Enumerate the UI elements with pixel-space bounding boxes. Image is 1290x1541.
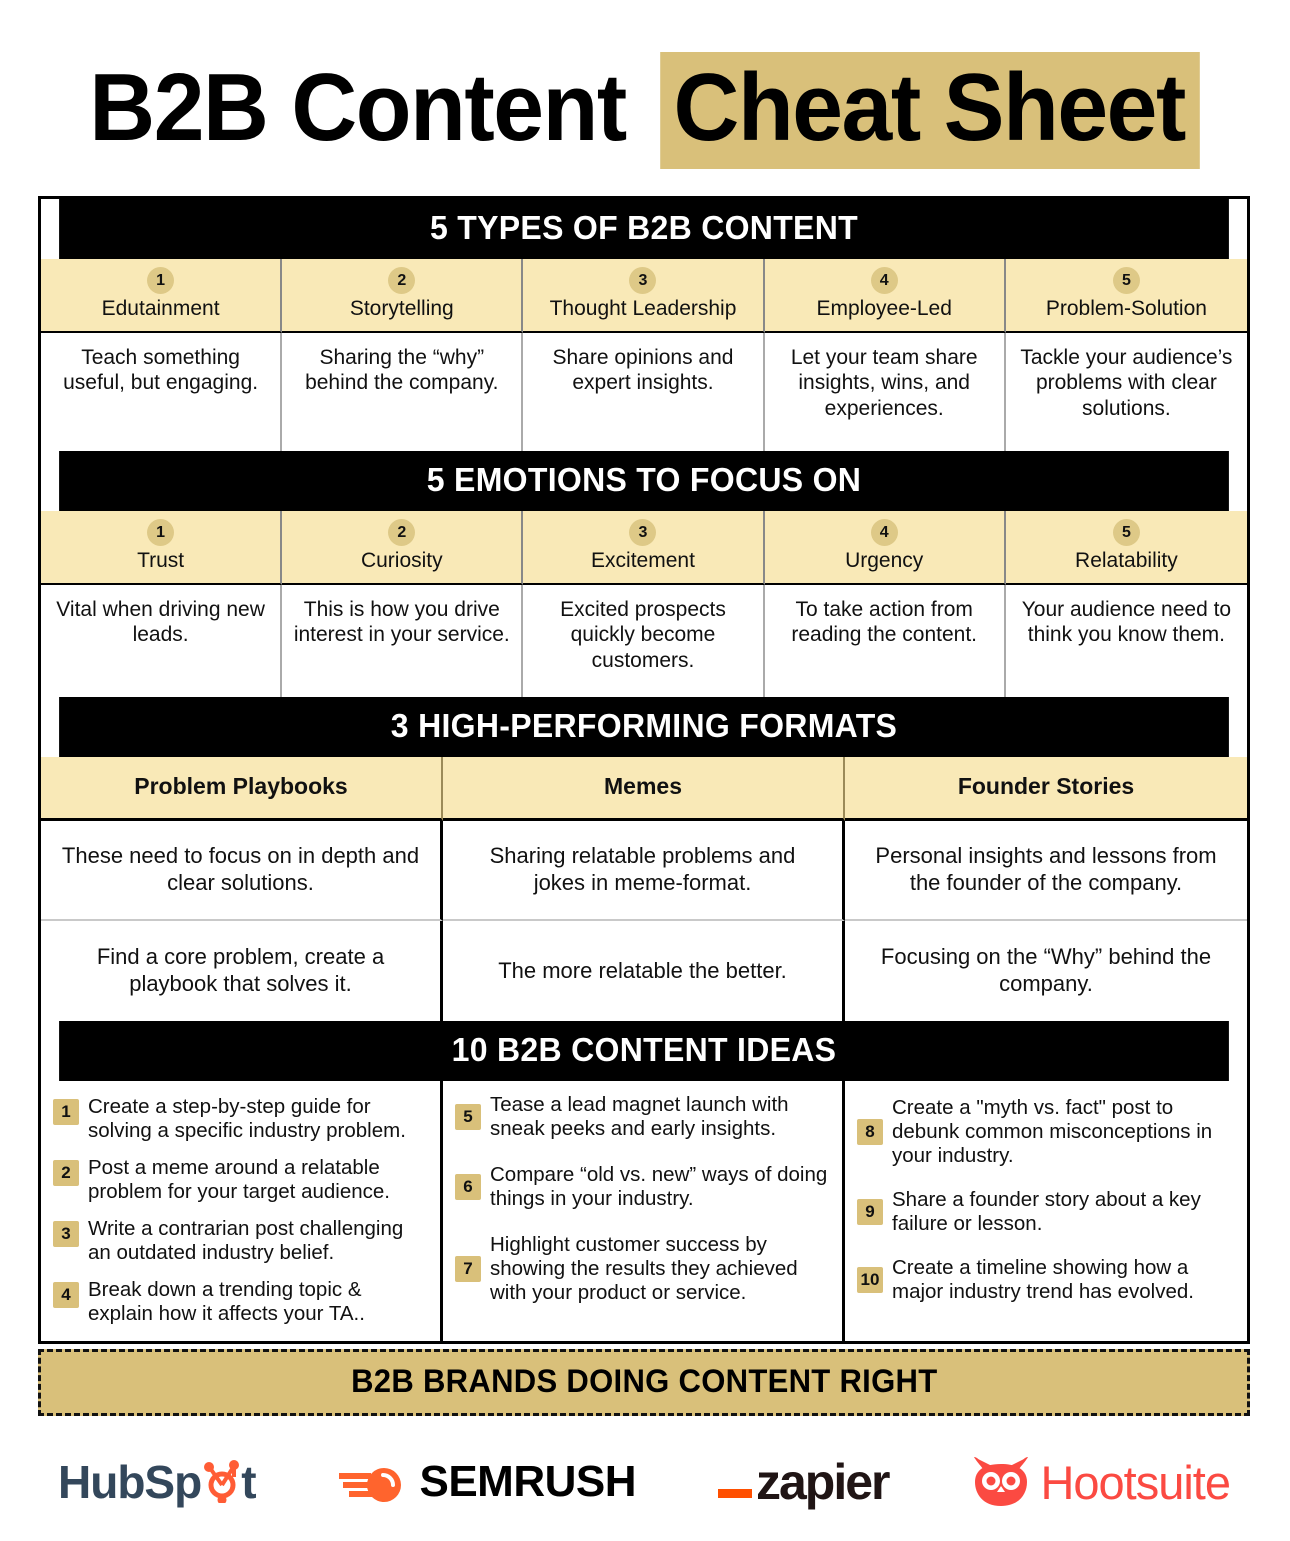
hubspot-logo [58,1456,256,1508]
emotions-description: Your audience need to think you know them. [1006,585,1247,697]
number-badge: 2 [388,519,415,546]
section-formats [41,757,1247,1021]
number-badge: 5 [1113,267,1140,294]
section-ideas [41,1081,1247,1341]
formats-row-2 [41,921,1247,1021]
section-emotions [41,511,1247,697]
format-detail: These need to focus on in depth and clear solutions. [41,821,443,921]
types-body-row [41,333,1247,451]
idea-text: Post a meme around a relatable problem for your target audience. [88,1155,390,1203]
idea-number-badge: 8 [857,1119,883,1145]
emotions-label: Urgency [845,549,924,573]
idea-number-badge: 9 [857,1199,883,1225]
section-types [41,259,1247,451]
types-description: Tackle your audience’s problems with clear solutions. [1006,333,1247,451]
idea-text: Compare “old vs. new” ways of doing things in your industry. [490,1163,828,1211]
format-detail: Sharing relatable problems and jokes in meme-format. [443,821,845,921]
idea-text: Break down a trending topic & explain how it affects your TA.. [88,1277,365,1325]
idea-item [455,1233,830,1305]
idea-item [857,1096,1235,1168]
format-label: Memes [443,757,845,821]
zapier-underscore-icon [718,1489,752,1498]
emotions-label: Relatability [1075,549,1178,573]
number-badge: 4 [871,519,898,546]
number-badge: 1 [147,519,174,546]
types-header-cell [523,259,764,333]
zapier-wordmark: zapier [755,1454,889,1510]
idea-text: Create a step-by-step guide for solving a specific industry problem. [88,1094,406,1142]
emotions-label: Trust [137,549,185,573]
hubspot-sprocket-icon [201,1457,241,1503]
hootsuite-wordmark: Hootsuite [1040,1455,1230,1509]
semrush-logo [337,1458,636,1506]
idea-number-badge: 7 [455,1256,481,1282]
hubspot-wordmark-tail: t [241,1456,256,1508]
emotions-description: Vital when driving new leads. [41,585,282,697]
idea-item [53,1217,428,1265]
number-badge: 3 [629,519,656,546]
types-description: Let your team share insights, wins, and experiences. [765,333,1006,451]
types-description: Teach something useful, but engaging. [41,333,282,451]
idea-text: Create a "myth vs. fact" post to debunk common misconceptions in your industry. [892,1096,1213,1168]
idea-number-badge: 4 [53,1282,79,1308]
idea-text: Highlight customer success by showing the results they achieved with your product or service. [490,1233,798,1305]
format-detail: Personal insights and lessons from the founder of the company. [845,821,1247,921]
idea-item [53,1278,428,1326]
emotions-header-row [41,511,1247,585]
number-badge: 5 [1113,519,1140,546]
emotions-body-row [41,585,1247,697]
format-label: Founder Stories [845,757,1247,821]
emotions-header-cell [765,511,1006,585]
content-frame [38,196,1250,1344]
emotions-label: Excitement [591,549,695,573]
section-heading-types: 5 TYPES OF B2B CONTENT [59,199,1229,259]
idea-text: Share a founder story about a key failure or lesson. [892,1188,1201,1236]
semrush-comet-icon [337,1458,409,1506]
formats-row-1 [41,821,1247,921]
emotions-header-cell [282,511,523,585]
idea-item [857,1188,1235,1236]
hootsuite-owl-icon [970,1453,1032,1511]
idea-number-badge: 5 [455,1104,481,1130]
types-label: Problem-Solution [1045,297,1207,320]
brands-banner-text: B2B BRANDS DOING CONTENT RIGHT [350,1363,938,1399]
format-detail: Focusing on the “Why” behind the company. [845,921,1247,1021]
hubspot-wordmark: HubSp [58,1456,202,1508]
idea-item [455,1163,830,1211]
emotions-description: This is how you drive interest in your service. [282,585,523,697]
types-description: Share opinions and expert insights. [523,333,764,451]
ideas-column-2 [443,1081,845,1341]
emotions-description: Excited prospects quickly become customers. [523,585,764,697]
section-heading-ideas: 10 B2B CONTENT IDEAS [59,1021,1229,1081]
number-badge: 3 [629,267,656,294]
idea-item [455,1093,830,1141]
page-title [0,52,1290,169]
ideas-column-3 [845,1081,1247,1341]
emotions-header-cell [1006,511,1247,585]
ideas-column-1 [41,1081,443,1341]
idea-number-badge: 1 [53,1099,79,1125]
idea-text: Create a timeline showing how a major industry trend has evolved. [892,1256,1194,1304]
format-detail: Find a core problem, create a playbook that solves it. [41,921,443,1021]
format-detail: The more relatable the better. [443,921,845,1021]
semrush-wordmark: SEMRUSH [419,1457,637,1506]
section-heading-emotions: 5 EMOTIONS TO FOCUS ON [59,451,1229,511]
emotions-header-cell [41,511,282,585]
emotions-label: Curiosity [360,549,443,573]
idea-number-badge: 3 [53,1221,79,1247]
types-header-cell [1006,259,1247,333]
brands-banner [38,1349,1250,1416]
types-header-row [41,259,1247,333]
types-label: Storytelling [349,297,454,320]
hootsuite-logo [970,1453,1230,1511]
idea-number-badge: 10 [857,1267,883,1293]
idea-text: Tease a lead magnet launch with sneak peeks and early insights. [490,1093,789,1141]
types-label: Employee-Led [816,297,952,320]
brand-logos-row [38,1432,1250,1532]
idea-number-badge: 2 [53,1160,79,1186]
types-label: Thought Leadership [549,297,737,320]
types-header-cell [41,259,282,333]
zapier-logo [718,1454,889,1510]
idea-number-badge: 6 [455,1174,481,1200]
number-badge: 1 [147,267,174,294]
section-heading-formats: 3 HIGH-PERFORMING FORMATS [59,697,1229,757]
format-label: Problem Playbooks [41,757,443,821]
title-plain-part: B2B Content [89,54,627,161]
emotions-description: To take action from reading the content. [765,585,1006,697]
types-header-cell [282,259,523,333]
types-description: Sharing the “why” behind the company. [282,333,523,451]
formats-header-row [41,757,1247,821]
idea-item [857,1256,1235,1304]
number-badge: 4 [871,267,898,294]
emotions-header-cell [523,511,764,585]
types-label: Edutainment [101,297,220,320]
number-badge: 2 [388,267,415,294]
idea-text: Write a contrarian post challenging an outdated industry belief. [88,1216,404,1264]
title-highlight-part: Cheat Sheet [660,52,1200,169]
types-header-cell [765,259,1006,333]
idea-item [53,1095,428,1143]
idea-item [53,1156,428,1204]
